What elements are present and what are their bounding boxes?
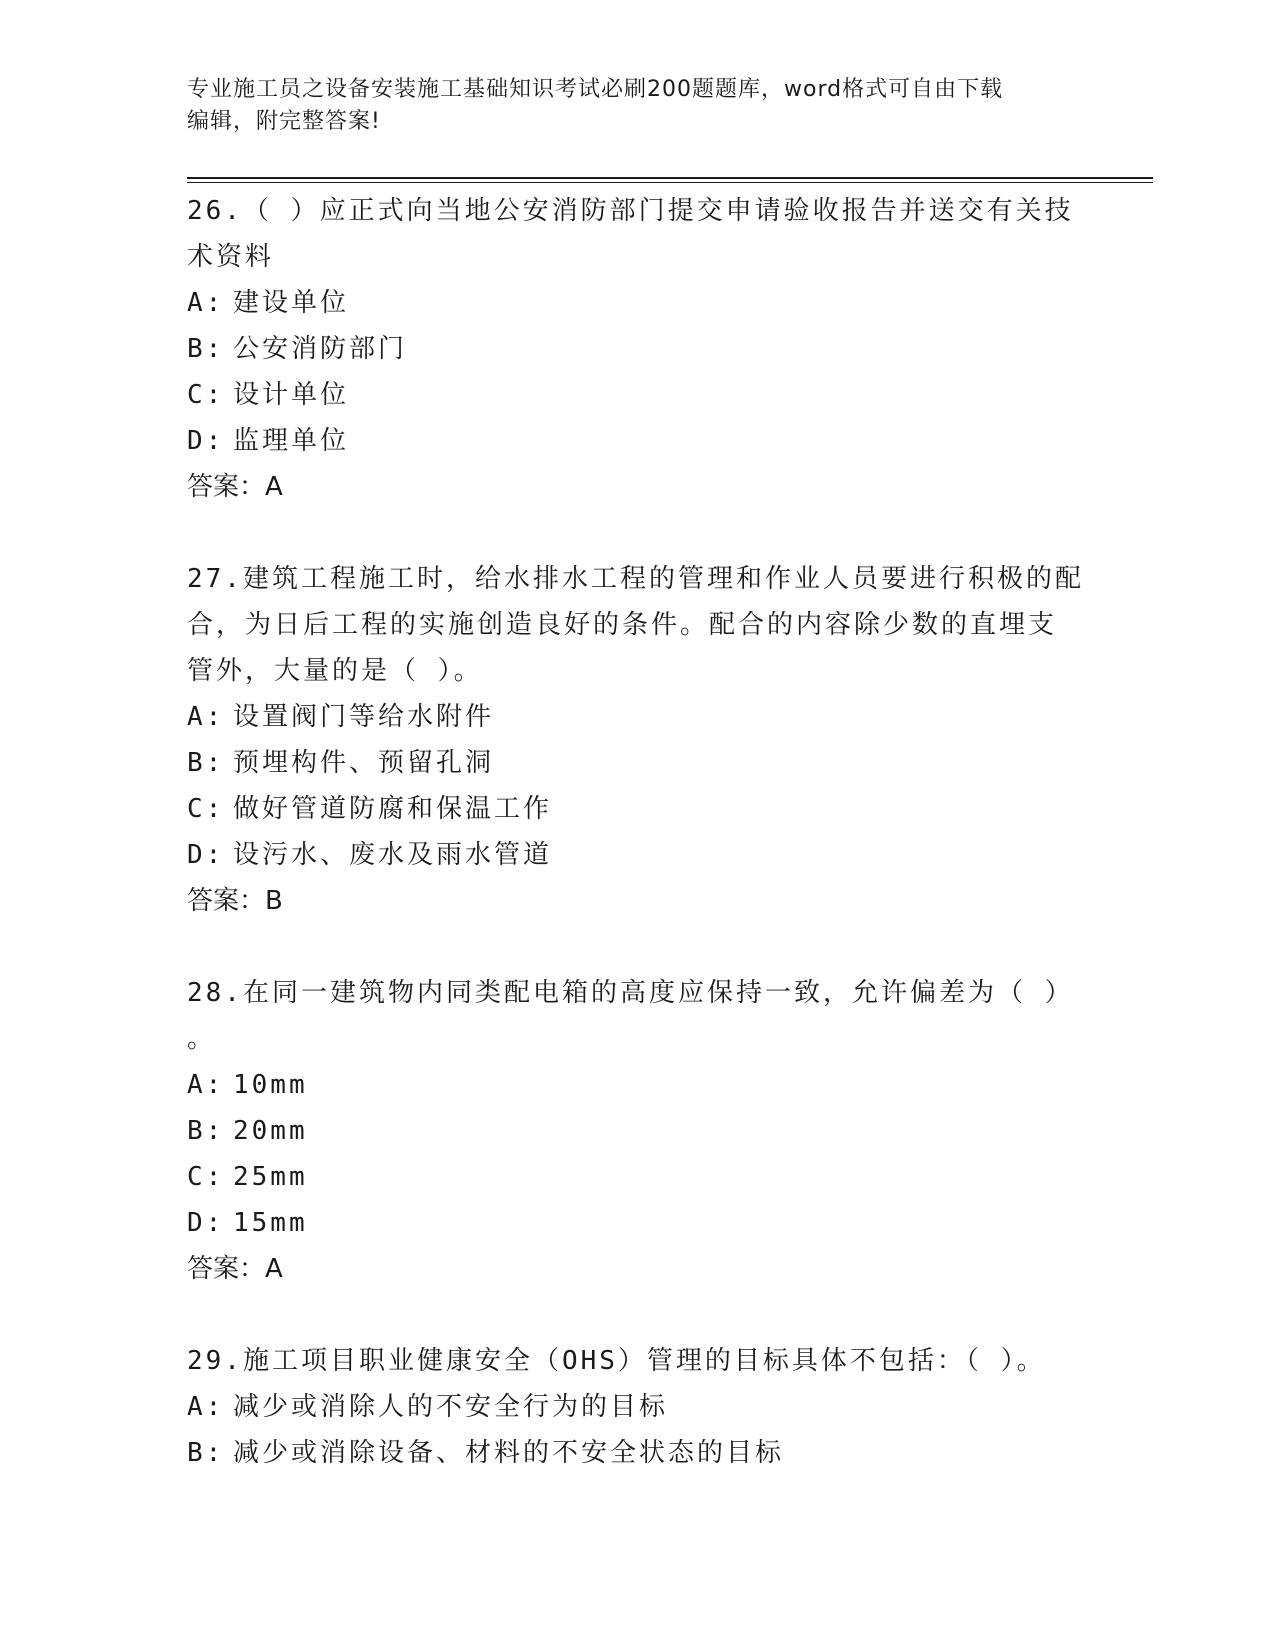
option-a [187, 280, 1087, 326]
option-text: 15mm [233, 1208, 308, 1238]
question-stem: 管外，大量的是（ ）。 [187, 656, 483, 686]
option-a [187, 1384, 1087, 1430]
option-text: 10mm [233, 1070, 308, 1100]
question-27 [187, 556, 1087, 924]
answer-line: 答案：B [187, 886, 283, 916]
option-text: 预埋构件、预留孔洞 [233, 748, 495, 778]
option-b [187, 1430, 1087, 1476]
option-letter: A: [187, 1070, 225, 1100]
header-divider-thick [187, 177, 1153, 179]
question-stem: 合，为日后工程的实施创造良好的条件。配合的内容除少数的直埋支 [187, 610, 1058, 640]
option-letter: A: [187, 702, 225, 732]
option-d [187, 418, 1087, 464]
question-26 [187, 188, 1087, 510]
option-letter: D: [187, 840, 225, 870]
option-d [187, 1200, 1087, 1246]
option-c [187, 1154, 1087, 1200]
question-29 [187, 1338, 1087, 1476]
option-letter: A: [187, 288, 225, 318]
option-b [187, 326, 1087, 372]
option-b [187, 740, 1087, 786]
option-text: 建设单位 [233, 288, 350, 318]
question-stem: 26.（ ）应正式向当地公安消防部门提交申请验收报告并送交有关技 [187, 196, 1074, 226]
option-text: 公安消防部门 [233, 334, 408, 364]
option-letter: C: [187, 1162, 225, 1192]
question-stem: 27.建筑工程施工时，给水排水工程的管理和作业人员要进行积极的配 [187, 564, 1084, 594]
option-a [187, 1062, 1087, 1108]
option-text: 减少或消除设备、材料的不安全状态的目标 [233, 1438, 785, 1468]
option-c [187, 786, 1087, 832]
question-list [187, 188, 1087, 1522]
answer-line: 答案：A [187, 1254, 283, 1284]
option-text: 20mm [233, 1116, 308, 1146]
option-letter: D: [187, 1208, 225, 1238]
header-divider-thin [187, 182, 1153, 183]
question-28 [187, 970, 1087, 1292]
option-text: 减少或消除人的不安全行为的目标 [233, 1392, 669, 1422]
option-letter: B: [187, 1438, 225, 1468]
option-letter: C: [187, 794, 225, 824]
option-text: 做好管道防腐和保温工作 [233, 794, 553, 824]
option-text: 监理单位 [233, 426, 350, 456]
question-stem: 术资料 [187, 242, 275, 272]
option-text: 设计单位 [233, 380, 350, 410]
option-d [187, 832, 1087, 878]
header-line-1: 专业施工员之设备安装施工基础知识考试必刷200题题库，word格式可自由下载 [187, 77, 1004, 102]
option-letter: C: [187, 380, 225, 410]
option-letter: B: [187, 334, 225, 364]
option-b [187, 1108, 1087, 1154]
option-letter: B: [187, 1116, 225, 1146]
question-stem: 。 [187, 1024, 217, 1054]
option-text: 设污水、废水及雨水管道 [233, 840, 553, 870]
option-letter: A: [187, 1392, 225, 1422]
option-text: 设置阀门等给水附件 [233, 702, 495, 732]
option-text: 25mm [233, 1162, 308, 1192]
option-a [187, 694, 1087, 740]
answer-line: 答案：A [187, 472, 283, 502]
option-letter: D: [187, 426, 225, 456]
document-header [187, 74, 1067, 138]
option-c [187, 372, 1087, 418]
question-stem: 29.施工项目职业健康安全（OHS）管理的目标具体不包括：（ ）。 [187, 1346, 1046, 1376]
option-letter: B: [187, 748, 225, 778]
question-stem: 28.在同一建筑物内同类配电箱的高度应保持一致，允许偏差为（ ） [187, 978, 1074, 1008]
header-line-2: 编辑，附完整答案! [187, 109, 381, 134]
